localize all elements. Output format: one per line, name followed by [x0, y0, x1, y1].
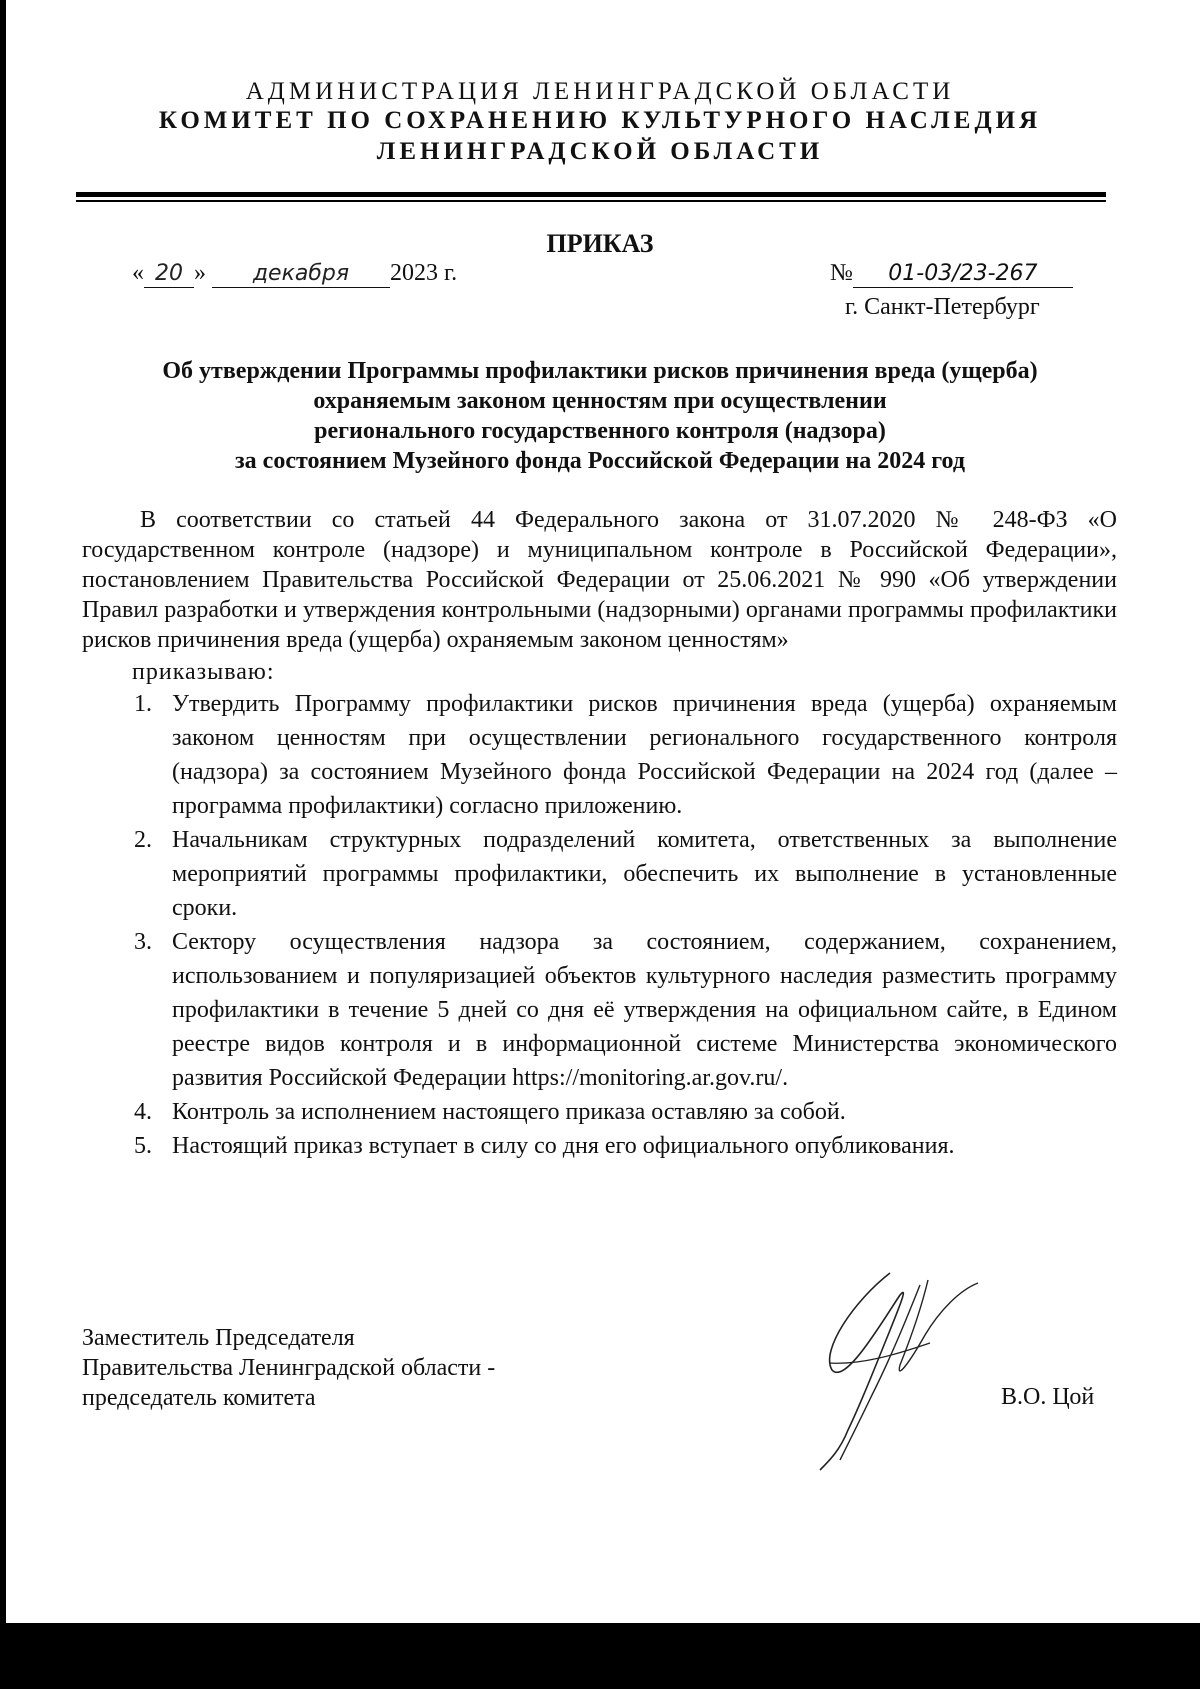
- order-item-number: 3.: [134, 929, 152, 955]
- title-line: регионального государственного контроля (надзора): [314, 418, 886, 444]
- orders-word: приказываю:: [132, 659, 275, 685]
- document-number: [830, 260, 1073, 288]
- position-line: Правительства Ленинградской области -: [82, 1355, 496, 1381]
- order-item-number: 2.: [134, 827, 152, 853]
- scan-bottom-edge: [0, 1623, 1200, 1689]
- document-date: [132, 260, 457, 288]
- signatory-position: [82, 1323, 495, 1413]
- title-line: Об утверждении Программы профилактики рисков причинения вреда (ущерба): [162, 358, 1038, 384]
- order-item-text: Настоящий приказ вступает в силу со дня его официального опубликования.: [172, 1133, 955, 1159]
- order-item: [82, 1129, 1117, 1163]
- order-item: [82, 823, 1117, 925]
- order-item: [82, 687, 1117, 823]
- date-year: 2023 г.: [390, 260, 458, 286]
- preamble-paragraph: В соответствии со статьей 44 Федерального закона от 31.07.2020 № 248-ФЗ «О государственном контроле (надзоре) и муниципальном контроле в Российской Федерации», постановлением Правительства Российской Федерации от 25.06.2021 № 990 «Об утверждении Правил разработки и утверждения контрольными (надзорными) органами программы профилактики рисков причинения вреда (ущерба) охраняемым законом ценностям»: [82, 507, 1117, 653]
- position-line: Заместитель Председателя: [82, 1325, 355, 1351]
- order-item-number: 5.: [134, 1133, 152, 1159]
- order-items-list: [82, 687, 1117, 1163]
- order-item-text: Сектору осуществления надзора за состоянием, содержанием, сохранением, использованием и популяризацией объектов культурного наследия разместить программу профилактики в течение 5 дней со дня её утверждения на официальном сайте, в Едином реестре видов контроля и в информационной системе Министерства экономического развития Российской Федерации https://monitoring.ar.gov.ru/.: [172, 929, 1117, 1091]
- position-line: председатель комитета: [82, 1385, 316, 1411]
- header-rule-thin: [76, 200, 1106, 202]
- order-item-number: 4.: [134, 1099, 152, 1125]
- number-sign: №: [830, 260, 853, 286]
- signatory-name: В.О. Цой: [1001, 1384, 1095, 1410]
- order-item-text: Начальникам структурных подразделений комитета, ответственных за выполнение мероприятий программы профилактики, обеспечить их выполнение в установленные сроки.: [172, 827, 1117, 921]
- header-region: ЛЕНИНГРАДСКОЙ ОБЛАСТИ: [376, 138, 824, 165]
- date-month: декабря: [212, 261, 390, 288]
- document-title: [90, 356, 1110, 476]
- order-item-text: Контроль за исполнением настоящего приказа оставляю за собой.: [172, 1099, 846, 1125]
- title-line: за состоянием Музейного фонда Российской Федерации на 2024 год: [235, 448, 965, 474]
- order-item-text: Утвердить Программу профилактики рисков причинения вреда (ущерба) охраняемым законом ценностям при осуществлении регионального государственного контроля (надзора) за состоянием Музейного фонда Российской Федерации на 2024 год (далее – программа профилактики) согласно приложению.: [172, 691, 1117, 819]
- title-line: охраняемым законом ценностям при осуществлении: [313, 388, 887, 414]
- handwritten-signature: [800, 1255, 1020, 1475]
- number-value: 01-03/23-267: [853, 261, 1073, 288]
- date-close-quote: »: [194, 260, 206, 286]
- date-open-quote: «: [132, 260, 144, 286]
- document-city: г. Санкт-Петербург: [845, 294, 1040, 320]
- document-type: ПРИКАЗ: [546, 229, 654, 258]
- header-rule-thick: [76, 192, 1106, 197]
- document-body: [82, 505, 1117, 1163]
- order-item: [82, 1095, 1117, 1129]
- scan-left-edge: [0, 0, 6, 1689]
- header-administration: АДМИНИСТРАЦИЯ ЛЕНИНГРАДСКОЙ ОБЛАСТИ: [245, 78, 955, 105]
- order-item: [82, 925, 1117, 1095]
- order-item-number: 1.: [134, 691, 152, 717]
- header-committee: КОМИТЕТ ПО СОХРАНЕНИЮ КУЛЬТУРНОГО НАСЛЕДИЯ: [158, 107, 1042, 134]
- date-day: 20: [144, 261, 194, 288]
